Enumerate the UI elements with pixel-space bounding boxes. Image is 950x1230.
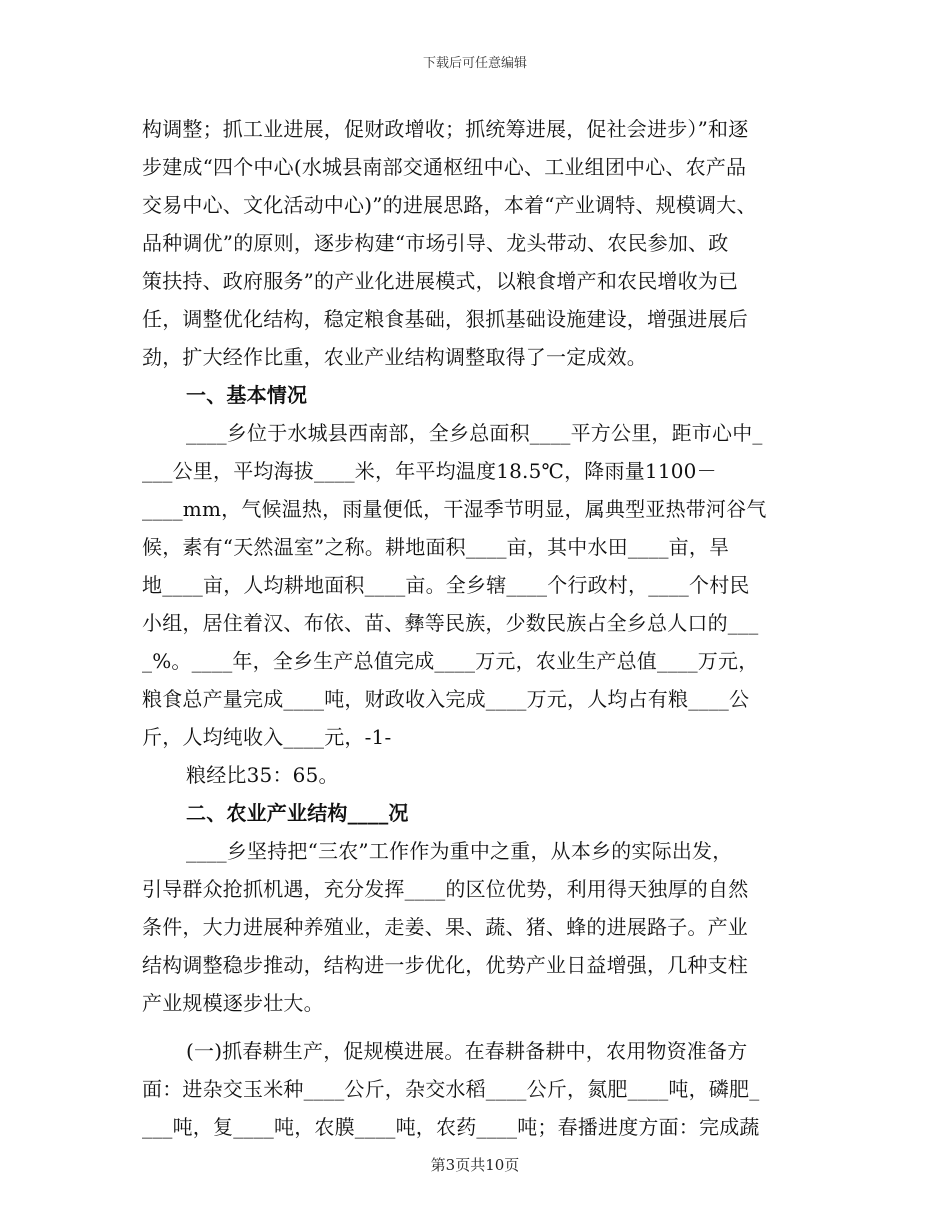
body-line: 地____亩，人均耕地面积____亩。全乡辖____个行政村，____个村民 bbox=[142, 573, 750, 597]
body-line: 小组，居住着汉、布依、苗、彝等民族，少数民族占全乡总人口的___ bbox=[142, 611, 759, 635]
body-line: ___吨，复____吨，农膜____吨，农药____吨；春播进度方面：完成蔬 bbox=[142, 1115, 760, 1139]
body-line: 面：进杂交玉米种____公斤，杂交水稻____公斤，氮肥____吨，磷肥_ bbox=[142, 1077, 760, 1101]
paragraph-spacer bbox=[142, 1022, 814, 1032]
body-line: _%。____年，全乡生产总值完成____万元，农业生产总值____万元， bbox=[142, 649, 759, 673]
body-line: ____乡位于水城县西南部，全乡总面积____平方公里，距市心中_ bbox=[186, 421, 763, 445]
page-header: 下载后可任意编辑 bbox=[422, 56, 527, 71]
section-heading-industry-structure: 二、农业产业结构____况 bbox=[186, 801, 409, 825]
body-line: ___公里，平均海拔____米，年平均温度18.5℃，降雨量1100－ bbox=[142, 459, 717, 483]
body-line: 策扶持、政府服务”的产业化进展模式，以粮食增产和农民增收为已 bbox=[142, 269, 739, 293]
section-heading-basic-situation: 一、基本情况 bbox=[186, 383, 308, 407]
body-line: 斤，人均纯收入____元，-1- bbox=[142, 725, 392, 749]
body-line: 品种调优”的原则，逐步构建“市场引导、龙头带动、农民参加、政 bbox=[142, 231, 729, 255]
body-line: 粮食总产量完成____吨，财政收入完成____万元，人均占有粮____公 bbox=[142, 687, 750, 711]
body-line: 候，素有“天然温室”之称。耕地面积____亩，其中水田____亩，旱 bbox=[142, 535, 730, 559]
document-body bbox=[142, 110, 814, 1146]
body-line: 产业规模逐步壮大。 bbox=[142, 991, 324, 1015]
body-line: 构调整；抓工业进展，促财政增收；抓统筹进展，促社会进步）”和逐 bbox=[142, 117, 749, 141]
body-line: 结构调整稳步推动，结构进一步优化，优势产业日益增强，几种支柱 bbox=[142, 953, 748, 977]
body-line: 任，调整优化结构，稳定粮食基础，狠抓基础设施建设，增强进展后 bbox=[142, 307, 748, 331]
body-line: 劲，扩大经作比重，农业产业结构调整取得了一定成效。 bbox=[142, 345, 647, 369]
body-line: 引导群众抢抓机遇，充分发挥____的区位优势，利用得天独厚的自然 bbox=[142, 877, 749, 901]
body-line: ____乡坚持把“三农”工作作为重中之重，从本乡的实际出发， bbox=[186, 839, 733, 863]
body-line: 条件，大力进展种养殖业，走姜、果、蔬、猪、蜂的进展路子。产业 bbox=[142, 915, 748, 939]
body-line: ____mm，气候温热，雨量便低，干湿季节明显，属典型亚热带河谷气 bbox=[142, 497, 767, 521]
body-line: 交易中心、文化活动中心)”的进展思路，本着“产业调特、规模调大、 bbox=[142, 193, 757, 217]
body-line: 粮经比35：65。 bbox=[186, 763, 339, 787]
body-line: 步建成“四个中心(水城县南部交通枢纽中心、工业组团中心、农产品 bbox=[142, 155, 747, 179]
body-line: (一)抓春耕生产，促规模进展。在春耕备耕中，农用物资准备方 bbox=[186, 1039, 748, 1063]
page-footer: 第3页共10页 bbox=[430, 1156, 520, 1174]
